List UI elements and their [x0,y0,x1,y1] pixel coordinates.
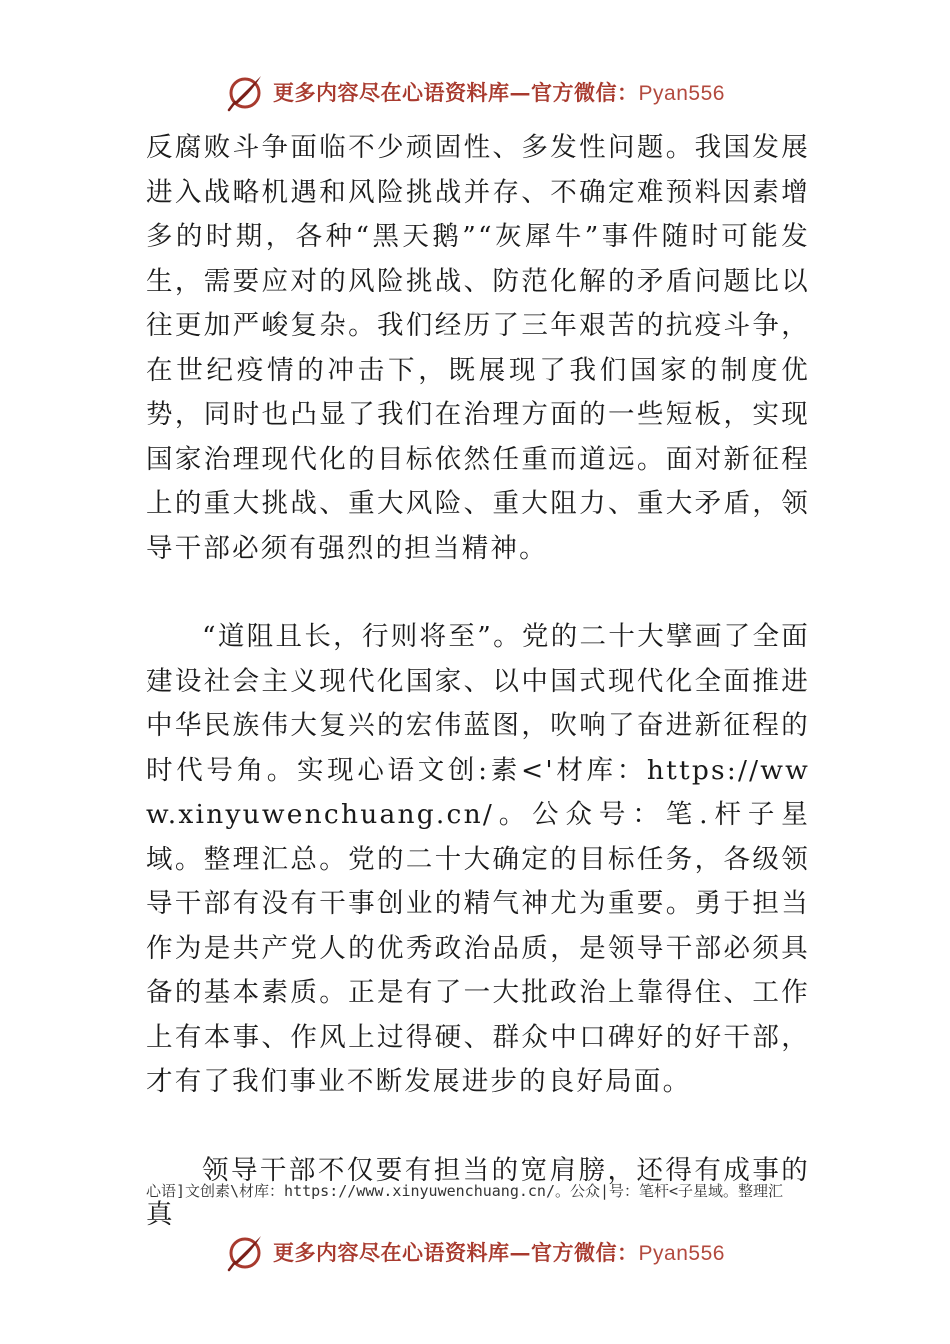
wechat-id: Pyan556 [638,1242,725,1265]
banner-text [273,1237,725,1267]
footer-banner [0,1230,950,1274]
banner-label: 更多内容尽在心语资料库—官方微信： [273,1240,639,1265]
quill-logo-icon [225,72,265,112]
paragraph-2: “道阻且长，行则将至”。党的二十大擘画了全面建设社会主义现代化国家、以中国式现代化全面推进中华民族伟大复兴的宏伟蓝图，吹响了奋进新征程的时代号角。实现心语文创:素<'材库：https://www.xinyuwenchuang.cn/。公众号：笔.杆子星域。整理汇总。党的二十大确定的目标任务，各级领导干部有没有干事创业的精气神尤为重要。勇于担当作为是共产党人的优秀政治品质，是领导干部必须具备的基本素质。正是有了一大批政治上靠得住、工作上有本事、作风上过得硬、群众中口碑好的好干部，才有了我们事业不断发展进步的良好局面。 [146,621,810,1097]
paragraph-3: 领导干部不仅要有担当的宽肩膀，还得有成事的真 [146,1154,810,1230]
document-body [146,126,810,1238]
wechat-id: Pyan556 [638,82,725,105]
paragraph-1: 反腐败斗争面临不少顽固性、多发性问题。我国发展进入战略机遇和风险挑战并存、不确定难预料因素增多的时期，各种“黑天鹅”“灰犀牛”事件随时可能发生，需要应对的风险挑战、防范化解的矛盾问题比以往更加严峻复杂。我们经历了三年艰苦的抗疫斗争，在世纪疫情的冲击下，既展现了我们国家的制度优势，同时也凸显了我们在治理方面的一些短板，实现国家治理现代化的目标依然任重而道远。面对新征程上的重大挑战、重大风险、重大阻力、重大矛盾，领导干部必须有强烈的担当精神。 [146,132,810,564]
watermark-footer-text: 心语]文创素\材库：https://www.xinyuwenchuang.cn/。公众|号：笔杆<子星域。整理汇 [146,1182,784,1200]
banner-text [273,77,725,107]
header-banner [0,70,950,114]
banner-label: 更多内容尽在心语资料库—官方微信： [273,80,639,105]
quill-logo-icon [225,1232,265,1272]
